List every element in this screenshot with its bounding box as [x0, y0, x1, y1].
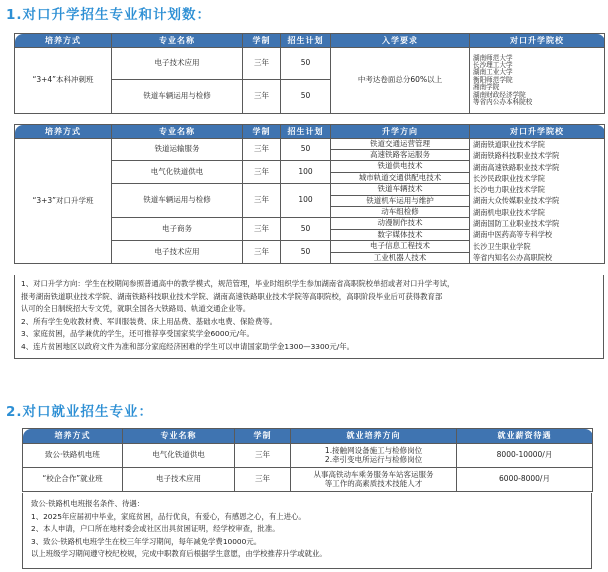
direction-cell: 工业机器人技术 [331, 253, 470, 264]
table-3plus4 [14, 33, 605, 114]
direction-cell: 数字媒体技术 [331, 230, 470, 241]
col-header-mode: 培养方式 [23, 429, 123, 444]
plan-cell: 50 [281, 241, 331, 264]
years-cell: 三年 [243, 184, 281, 218]
col-header-direction: 就业培养方向 [291, 429, 457, 444]
col-header-major: 专业名称 [112, 125, 243, 139]
major-cell: 电子技术应用 [123, 468, 235, 492]
direction-cell: 城市轨道交通供配电技术 [331, 173, 470, 184]
years-cell: 三年 [243, 161, 281, 184]
plan-cell: 100 [281, 161, 331, 184]
plan-cell: 50 [281, 48, 331, 80]
years-cell: 三年 [243, 218, 281, 241]
col-header-major: 专业名称 [123, 429, 235, 444]
note-line: 2、本人申请，户口所在地村委会或社区出具贫困证明，经学校审查，批准。 [31, 524, 280, 534]
col-header-plan: 招生计划 [281, 125, 331, 139]
col-header-years: 学制 [243, 34, 281, 48]
col-header-years: 学制 [243, 125, 281, 139]
col-header-schools: 对口升学院校 [470, 125, 605, 139]
note-line: 1、2025年应届初中毕业，家庭贫困，品行优良，有爱心，有感恩之心，有上进心。 [31, 511, 306, 521]
col-header-years: 学制 [235, 429, 291, 444]
schools-cell: 湖南师范大学 长沙理工大学 湖南工业大学 衡阳师范学院 湘南学院 湖南财政经济学院 等省内公办本科院校 [470, 48, 605, 114]
col-header-mode: 培养方式 [15, 34, 112, 48]
major-cell: 电气化铁道供电 [112, 161, 243, 184]
years-cell: 三年 [235, 444, 291, 468]
major-cell: 电子技术应用 [112, 241, 243, 264]
table-employment [22, 428, 593, 492]
mode-cell: 致公·铁路机电班 [23, 444, 123, 468]
mode-cell: “3+4”本科冲刺班 [15, 48, 112, 114]
note-line: 2、所有学生免收教材费、军训服装费、床上用品费、基础水电费、保险费等。 [21, 316, 277, 326]
note-line: 认可的全日制统招大专文凭，就职全国各大铁路局、轨道交通企业等。 [21, 304, 251, 313]
direction-cell: 铁道车辆技术 [331, 184, 470, 196]
major-cell: 铁道运输服务 [112, 139, 243, 161]
schools-cell: 湖南铁道职业技术学院 湖南铁路科技职业技术学院 湖南高速铁路职业技术学院 长沙民政职业技术学院 长沙电力职业技术学院 湖南大众传媒职业技术学院 湖南机电职业技术学院 湖南国防工业职业技术学院 湖南中医药高等专科学校 长沙卫生职业学院 等省内知名公办高职院校 [470, 139, 605, 264]
years-cell: 三年 [243, 241, 281, 264]
direction-cell: 高速铁路客运服务 [331, 150, 470, 161]
requirement-cell: 中考达卷面总分60%以上 [331, 48, 470, 114]
col-header-mode: 培养方式 [15, 125, 112, 139]
salary-cell: 8000-10000/月 [457, 444, 593, 468]
col-header-requirement: 入学要求 [331, 34, 470, 48]
note-line: 3、家庭贫困，品学兼优的学生，还可推荐享受国家奖学金6000元/年。 [21, 329, 254, 338]
years-cell: 三年 [235, 468, 291, 492]
section1-title: 1.对口升学招生专业和计划数： [6, 7, 212, 23]
section2-title: 2.对口就业招生专业： [6, 404, 154, 420]
years-cell: 三年 [243, 80, 281, 114]
section1-notes [14, 275, 604, 359]
note-line: 4、连片贫困地区以政府文件为准和部分家庭经济困难的学生可以申请国家助学金1300—3300元/年。 [21, 341, 355, 351]
note-line: 致公·铁路机电班报名条件、待遇： [31, 499, 145, 508]
plan-cell: 50 [281, 139, 331, 161]
plan-cell: 100 [281, 184, 331, 218]
note-line: 3、致公·铁路机电班学生在校三年学习期间，每年减免学费10000元。 [31, 536, 262, 546]
col-header-salary: 就业薪资待遇 [457, 429, 593, 444]
major-cell: 电子技术应用 [112, 48, 243, 80]
direction-cell: 从事高铁动车乘务服务车站客运服务 等工作的高素质技术技能人才 [291, 468, 457, 492]
direction-cell: 电子信息工程技术 [331, 241, 470, 253]
direction-cell: 铁道机车运用与维护 [331, 196, 470, 207]
years-cell: 三年 [243, 48, 281, 80]
salary-cell: 6000-8000/月 [457, 468, 593, 492]
note-line: 1、对口升学方向：学生在校期间参照普通高中的教学模式，规范管理，毕业时组织学生参加湖南省高职院校单招或者对口升学考试， [21, 279, 455, 288]
plan-cell: 50 [281, 80, 331, 114]
section2-notes [22, 493, 592, 569]
table-3plus3 [14, 124, 605, 264]
col-header-plan: 招生计划 [281, 34, 331, 48]
direction-cell: 1.接触网设备施工与检修岗位 2.牵引变电所运行与检修岗位 [291, 444, 457, 468]
major-cell: 电子商务 [112, 218, 243, 241]
direction-cell: 动车组检修 [331, 207, 470, 218]
mode-cell: “校企合作”就业班 [23, 468, 123, 492]
direction-cell: 铁道交通运营管理 [331, 139, 470, 150]
major-cell: 铁道车辆运用与检修 [112, 80, 243, 114]
plan-cell: 50 [281, 218, 331, 241]
mode-cell: “3+3”对口升学班 [15, 139, 112, 264]
col-header-major: 专业名称 [112, 34, 243, 48]
major-cell: 铁道车辆运用与检修 [112, 184, 243, 218]
col-header-schools: 对口升学院校 [470, 34, 605, 48]
col-header-direction: 升学方向 [331, 125, 470, 139]
direction-cell: 动漫制作技术 [331, 218, 470, 230]
direction-cell: 铁道供电技术 [331, 161, 470, 173]
years-cell: 三年 [243, 139, 281, 161]
note-line: 以上班级学习期间遵守校纪校规，完成中职教育后根据学生意愿，由学校推荐升学或就业。 [31, 549, 327, 559]
major-cell: 电气化铁道供电 [123, 444, 235, 468]
note-line: 报考湖南铁道职业技术学院、湖南铁路科技职业技术学院、湖南高速铁路职业技术学院等高职院校，高职阶段毕业后可获得教育部 [21, 291, 443, 301]
